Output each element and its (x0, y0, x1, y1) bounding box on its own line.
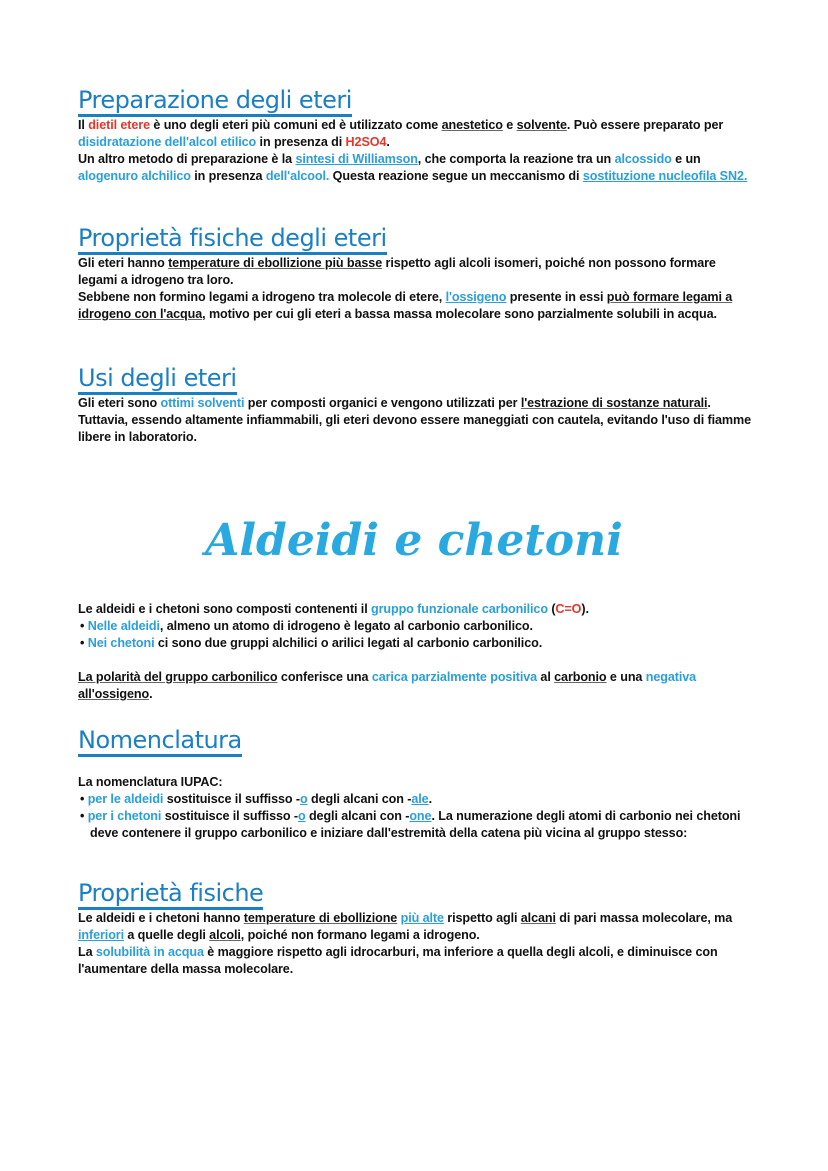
highlighted-text: gruppo funzionale carbonilico (371, 602, 548, 616)
text-run: sostituisce il suffisso - (163, 792, 300, 806)
text-run: degli alcani con - (305, 809, 410, 823)
highlighted-text: alogenuro alchilico (78, 169, 191, 183)
text-run: conferisce una (277, 670, 372, 684)
section-heading: Preparazione degli eteri (78, 86, 352, 117)
spacer (78, 652, 758, 669)
text-run: degli alcani con - (307, 792, 412, 806)
highlighted-text: ottimi solventi (160, 396, 245, 410)
highlighted-text: o (297, 809, 306, 823)
text-run: di pari massa molecolare, ma (555, 911, 733, 925)
text-run: • (80, 636, 88, 650)
text-run: , che comporta la reazione tra un (417, 152, 615, 166)
text-run: Questa reazione segue un meccanismo di (329, 169, 583, 183)
section-heading: Nomenclatura (78, 726, 242, 757)
highlighted-text: più alte (400, 911, 444, 925)
highlighted-text: C=O (555, 602, 582, 616)
text-run: e un (671, 152, 701, 166)
text-run: . (386, 135, 390, 149)
page-title: Aldeidi e chetoni (205, 515, 623, 566)
section-proprieta-fisiche (78, 879, 758, 978)
paragraph (78, 117, 758, 151)
highlighted-text: temperature di ebollizione (243, 911, 398, 925)
highlighted-text: disidratazione dell'alcol etilico (78, 135, 257, 149)
section-proprieta-eteri (78, 224, 758, 323)
paragraph (78, 669, 758, 703)
paragraph (78, 635, 758, 652)
text-run: è maggiore rispetto agli idrocarburi, ma inferiore a quella degli alcoli, e diminuisce con l'aumentare della massa molecolare. (78, 945, 718, 976)
highlighted-text: carbonio (554, 670, 607, 684)
text-run: . La numerazione degli atomi di carbonio nei chetoni deve contenere il gruppo carbonilico e iniziare dall'estremità della catena più vicina al gruppo stesso: (90, 809, 741, 840)
text-run: in presenza di (256, 135, 346, 149)
text-run: rispetto agli alcoli isomeri, poiché non possono formare legami a idrogeno tra loro. (78, 256, 716, 287)
highlighted-text: negativa (645, 670, 697, 684)
highlighted-text: H2SO4 (345, 135, 387, 149)
highlighted-text: alcani (520, 911, 556, 925)
paragraph (78, 944, 758, 978)
paragraph (78, 910, 758, 944)
paragraph (78, 808, 758, 842)
text-run: e (502, 118, 517, 132)
text-run: al (537, 670, 555, 684)
highlighted-text: l'ossigeno (445, 290, 507, 304)
spacer (78, 757, 758, 774)
section-intro-aldeidi (78, 601, 758, 703)
paragraph (78, 774, 758, 791)
text-run: ( (547, 602, 556, 616)
text-run: presente in essi (506, 290, 607, 304)
highlighted-text: one (409, 809, 432, 823)
highlighted-text: Nei chetoni (87, 636, 155, 650)
paragraph (78, 255, 758, 289)
highlighted-text: carica parzialmente positiva (371, 670, 538, 684)
highlighted-text: sintesi di Williamson (295, 152, 418, 166)
text-run: Le aldeidi e i chetoni sono composti contenenti il (78, 602, 371, 616)
paragraph (78, 601, 758, 618)
text-run: e una (606, 670, 646, 684)
paragraph (78, 151, 758, 185)
highlighted-text: solubilità in acqua (95, 945, 204, 959)
text-run: . (428, 792, 432, 806)
highlighted-text: La polarità del gruppo carbonilico (78, 670, 278, 684)
text-run: Il (78, 118, 89, 132)
text-run: • (80, 809, 88, 823)
section-usi-eteri (78, 364, 758, 446)
highlighted-text: alcossido (614, 152, 672, 166)
text-run: rispetto agli (443, 911, 521, 925)
highlighted-text: dietil etere (88, 118, 150, 132)
section-heading: Usi degli eteri (78, 364, 237, 395)
text-run: Gli eteri sono (78, 396, 161, 410)
highlighted-text: per le aldeidi (87, 792, 164, 806)
text-run: è uno degli eteri più comuni ed è utilizzato come (150, 118, 442, 132)
text-run: Sebbene non formino legami a idrogeno tra molecole di etere, (78, 290, 446, 304)
text-run: ). (581, 602, 589, 616)
text-run: • (80, 619, 88, 633)
highlighted-text: ale (411, 792, 429, 806)
text-run: sostituisce il suffisso - (161, 809, 298, 823)
paragraph (78, 289, 758, 323)
text-run: , poiché non formano legami a idrogeno. (240, 928, 480, 942)
paragraph (78, 395, 758, 446)
text-run: Gli eteri hanno (78, 256, 169, 270)
text-run: per composti organici e vengono utilizzati per (244, 396, 521, 410)
text-run: in presenza (190, 169, 266, 183)
text-run: ci sono due gruppi alchilici o arilici legati al carbonio carbonilico. (154, 636, 543, 650)
highlighted-text: può formare legami a idrogeno con l'acqua (78, 290, 733, 321)
highlighted-text: o (299, 792, 308, 806)
text-run: a quelle degli (123, 928, 210, 942)
section-heading: Proprietà fisiche (78, 879, 263, 910)
text-run: . (149, 687, 153, 701)
highlighted-text: per i chetoni (87, 809, 162, 823)
text-run: La nomenclatura IUPAC: (78, 775, 223, 789)
section-nomenclatura (78, 726, 758, 842)
highlighted-text: solvente (516, 118, 567, 132)
section-preparazione (78, 86, 758, 185)
paragraph (78, 791, 758, 808)
text-run: . Può essere preparato per (566, 118, 724, 132)
text-run: , motivo per cui gli eteri a bassa massa molecolare sono parzialmente solubili in acqua. (202, 307, 717, 321)
text-run: , almeno un atomo di idrogeno è legato al carbonio carbonilico. (159, 619, 533, 633)
text-run: Le aldeidi e i chetoni hanno (78, 911, 244, 925)
highlighted-text: inferiori (78, 928, 124, 942)
highlighted-text: sostituzione nucleofila SN2. (582, 169, 748, 183)
text-run: . Tuttavia, essendo altamente infiammabili, gli eteri devono essere maneggiati con cautela, evitando l'uso di fiamme libere in laboratorio. (78, 396, 752, 444)
highlighted-text: all'ossigeno (78, 687, 150, 701)
highlighted-text: temperature di ebollizione più basse (168, 256, 383, 270)
highlighted-text: anestetico (441, 118, 503, 132)
highlighted-text: l'estrazione di sostanze naturali (520, 396, 708, 410)
text-run: La (78, 945, 96, 959)
highlighted-text: dell'alcool. (265, 169, 330, 183)
highlighted-text: Nelle aldeidi (87, 619, 160, 633)
section-heading: Proprietà fisiche degli eteri (78, 224, 387, 255)
paragraph (78, 618, 758, 635)
highlighted-text: alcoli (209, 928, 241, 942)
text-run: • (80, 792, 88, 806)
text-run: Un altro metodo di preparazione è la (78, 152, 296, 166)
